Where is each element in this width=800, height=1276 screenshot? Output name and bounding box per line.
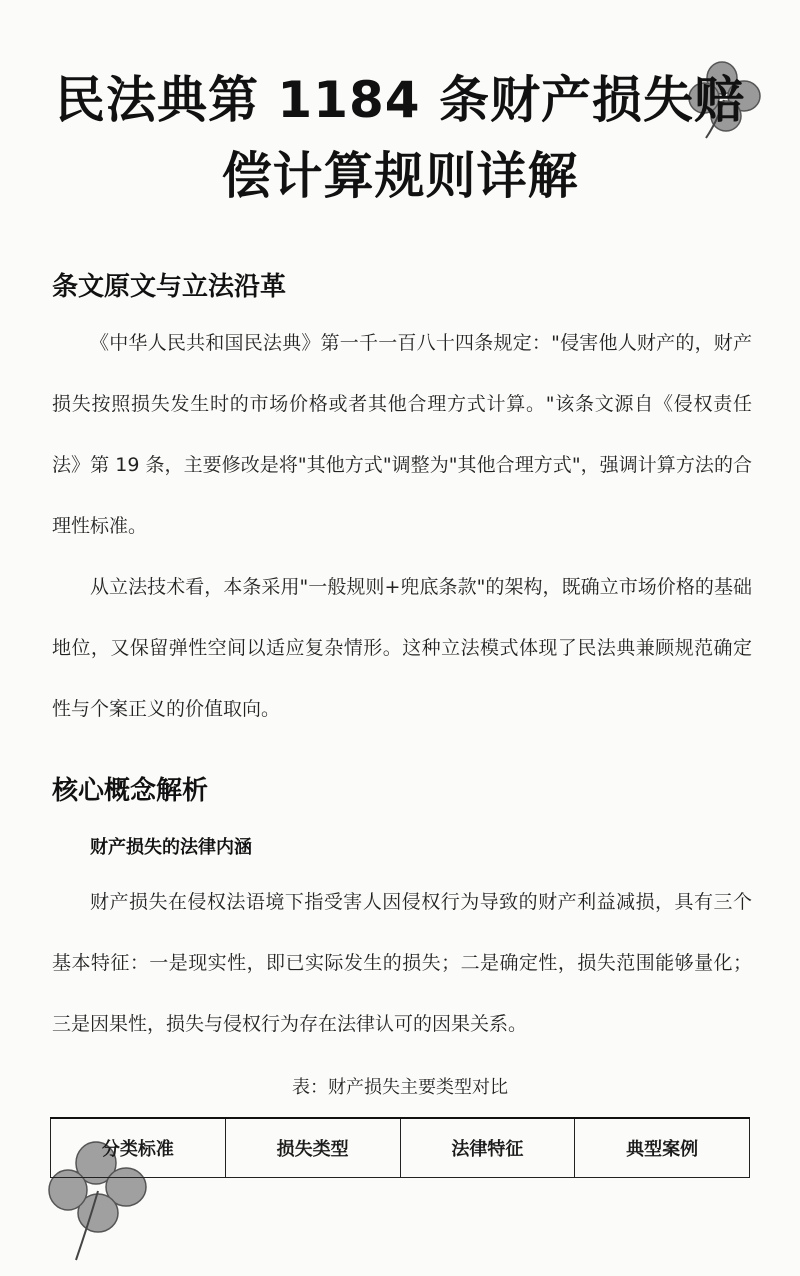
table-header-cell: 法律特征 <box>400 1118 575 1178</box>
table-header-cell: 损失类型 <box>225 1118 400 1178</box>
table-header-cell: 分类标准 <box>51 1118 226 1178</box>
loss-type-comparison-table <box>50 1117 750 1178</box>
table-header-cell: 典型案例 <box>575 1118 750 1178</box>
paragraph-property-loss-definition: 财产损失在侵权法语境下指受害人因侵权行为导致的财产利益减损，具有三个基本特征：一是现实性，即已实际发生的损失；二是确定性，损失范围能够量化；三是因果性，损失与侵权行为存在法律认可的因果关系。 <box>52 891 752 1035</box>
subheading-property-loss: 财产损失的法律内涵 <box>90 837 252 858</box>
paragraph-provision-text: 《中华人民共和国民法典》第一千一百八十四条规定："侵害他人财产的，财产损失按照损失发生时的市场价格或者其他合理方式计算。"该条文源自《侵权责任法》第 19 条，主要修改是将"其他方式"调整为"其他合理方式"，强调计算方法的合理性标准。 <box>52 332 752 537</box>
page-title <box>0 62 800 214</box>
title-line-2: 偿计算规则详解 <box>221 147 579 205</box>
section-heading-core-concepts: 核心概念解析 <box>52 776 209 806</box>
title-line-1: 民法典第 1184 条财产损失赔 <box>55 71 745 129</box>
paragraph-legislative-technique: 从立法技术看，本条采用"一般规则+兜底条款"的架构，既确立市场价格的基础地位，又保留弹性空间以适应复杂情形。这种立法模式体现了民法典兼顾规范确定性与个案正义的价值取向。 <box>52 576 752 720</box>
table-header-row <box>51 1118 750 1178</box>
section-heading-provision: 条文原文与立法沿革 <box>52 272 287 302</box>
table-caption: 表：财产损失主要类型对比 <box>292 1077 508 1098</box>
